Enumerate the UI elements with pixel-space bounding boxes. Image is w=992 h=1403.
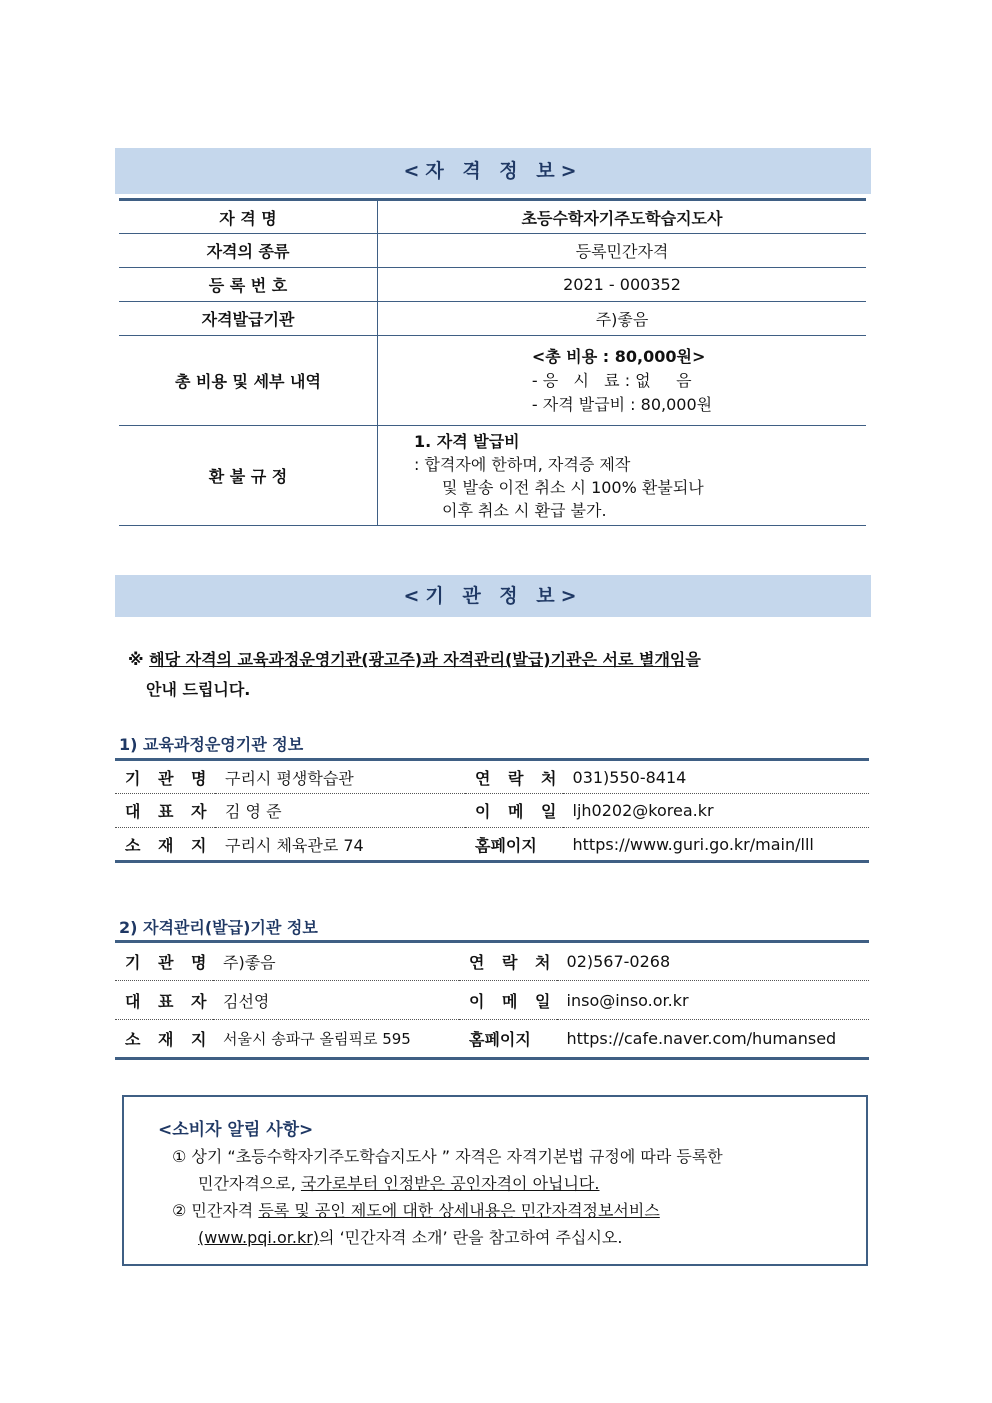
- total-cost: <총 비용 : 80,000원>: [531, 346, 706, 366]
- qualification-info-header: <자 격 정 보>: [115, 148, 871, 194]
- row-label: 자 격 명: [119, 200, 378, 234]
- notice-item-2: ② 민간자격: [172, 1201, 259, 1220]
- table-row: [119, 200, 866, 234]
- field-label: 연 락 처: [465, 760, 563, 794]
- field-label: 기 관 명: [115, 760, 215, 794]
- table-row: [119, 268, 866, 302]
- pqi-link[interactable]: (www.pqi.or.kr): [198, 1228, 320, 1247]
- field-label: 홈페이지: [459, 1020, 557, 1059]
- cert-org-subtitle: 2) 자격관리(발급)기관 정보: [119, 918, 318, 937]
- consumer-notice-box: [122, 1095, 868, 1266]
- exam-fee: - 응 시 료 : 없 음: [531, 370, 692, 390]
- field-label: 대 표 자: [115, 794, 215, 828]
- refund-line: 이후 취소 시 환급 불가.: [442, 500, 607, 520]
- reference-mark-icon: ※: [128, 650, 144, 669]
- field-label: 소 재 지: [115, 1020, 213, 1059]
- refund-line: 및 발송 이전 취소 시 100% 환불되나: [442, 477, 704, 497]
- row-label: 등 록 번 호: [119, 268, 378, 302]
- table-row: [115, 760, 869, 794]
- refund-line: : 합격자에 한하며, 자격증 제작: [414, 454, 631, 474]
- table-row: [115, 794, 869, 828]
- table-row: [115, 942, 869, 981]
- qualification-type: 등록민간자격: [378, 234, 867, 268]
- table-row: [119, 336, 866, 426]
- table-row: [115, 1020, 869, 1059]
- field-label: 홈페이지: [465, 828, 563, 862]
- table-row: [115, 828, 869, 862]
- table-row: [115, 981, 869, 1020]
- separation-notice: [128, 645, 848, 705]
- row-label: 총 비용 및 세부 내역: [119, 336, 378, 426]
- field-value: 02)567-0268: [557, 942, 869, 981]
- table-row: [119, 426, 866, 526]
- field-label: 이 메 일: [465, 794, 563, 828]
- field-value: 서울시 송파구 올림픽로 595: [213, 1020, 459, 1059]
- cost-details: [378, 336, 867, 426]
- field-value: 구리시 체육관로 74: [215, 828, 465, 862]
- field-label: 소 재 지: [115, 828, 215, 862]
- notice-text-underlined: 등록 및 공인 제도에 대한 상세내용은 민간자격정보서비스: [258, 1201, 660, 1220]
- notice-rest: 을: [685, 650, 701, 669]
- field-value: 031)550-8414: [563, 760, 869, 794]
- field-label: 기 관 명: [115, 942, 213, 981]
- issuing-org: 주)좋음: [378, 302, 867, 336]
- field-value: 김 영 준: [215, 794, 465, 828]
- row-label: 자격의 종류: [119, 234, 378, 268]
- field-value: 김선영: [213, 981, 459, 1020]
- field-label: 연 락 처: [459, 942, 557, 981]
- registration-number: 2021 - 000352: [378, 268, 867, 302]
- notice-text: 의 ‘민간자격 소개’ 란을 참고하여 주십시오.: [319, 1228, 623, 1247]
- notice-underlined: 해당 자격의 교육과정운영기관(광고주)과 자격관리(발급)기관은 서로 별개임: [149, 650, 686, 669]
- homepage-link[interactable]: https://cafe.naver.com/humansed: [557, 1020, 869, 1059]
- notice-text: 민간자격으로,: [198, 1174, 301, 1193]
- homepage-link[interactable]: https://www.guri.go.kr/main/lll: [563, 828, 869, 862]
- field-label: 대 표 자: [115, 981, 213, 1020]
- refund-heading: 1. 자격 발급비: [414, 431, 520, 451]
- edu-org-table: [115, 758, 869, 863]
- institution-info-header: <기 관 정 보>: [115, 575, 871, 617]
- table-row: [119, 234, 866, 268]
- consumer-notice-title: <소비자 알림 사항>: [158, 1120, 314, 1140]
- qualification-info-table: [119, 198, 866, 526]
- field-label: 이 메 일: [459, 981, 557, 1020]
- table-row: [119, 302, 866, 336]
- row-label: 자격발급기관: [119, 302, 378, 336]
- field-value: 구리시 평생학습관: [215, 760, 465, 794]
- qualification-name: 초등수학자기주도학습지도사: [378, 200, 867, 234]
- refund-policy: [378, 426, 867, 526]
- email-link[interactable]: ljh0202@korea.kr: [563, 794, 869, 828]
- cert-org-table: [115, 940, 869, 1060]
- field-value: 주)좋음: [213, 942, 459, 981]
- row-label: 환 불 규 정: [119, 426, 378, 526]
- notice-item-1: ① 상기 “초등수학자기주도학습지도사 ” 자격은 자격기본법 규정에 따라 등록한: [172, 1147, 723, 1166]
- notice-text-underlined: 국가로부터 인정받은 공인자격이 아닙니다.: [300, 1174, 600, 1193]
- email-link[interactable]: inso@inso.or.kr: [557, 981, 869, 1020]
- notice-line2: 안내 드립니다.: [146, 680, 251, 699]
- edu-org-subtitle: 1) 교육과정운영기관 정보: [119, 735, 304, 754]
- issue-fee: - 자격 발급비 : 80,000원: [531, 394, 713, 414]
